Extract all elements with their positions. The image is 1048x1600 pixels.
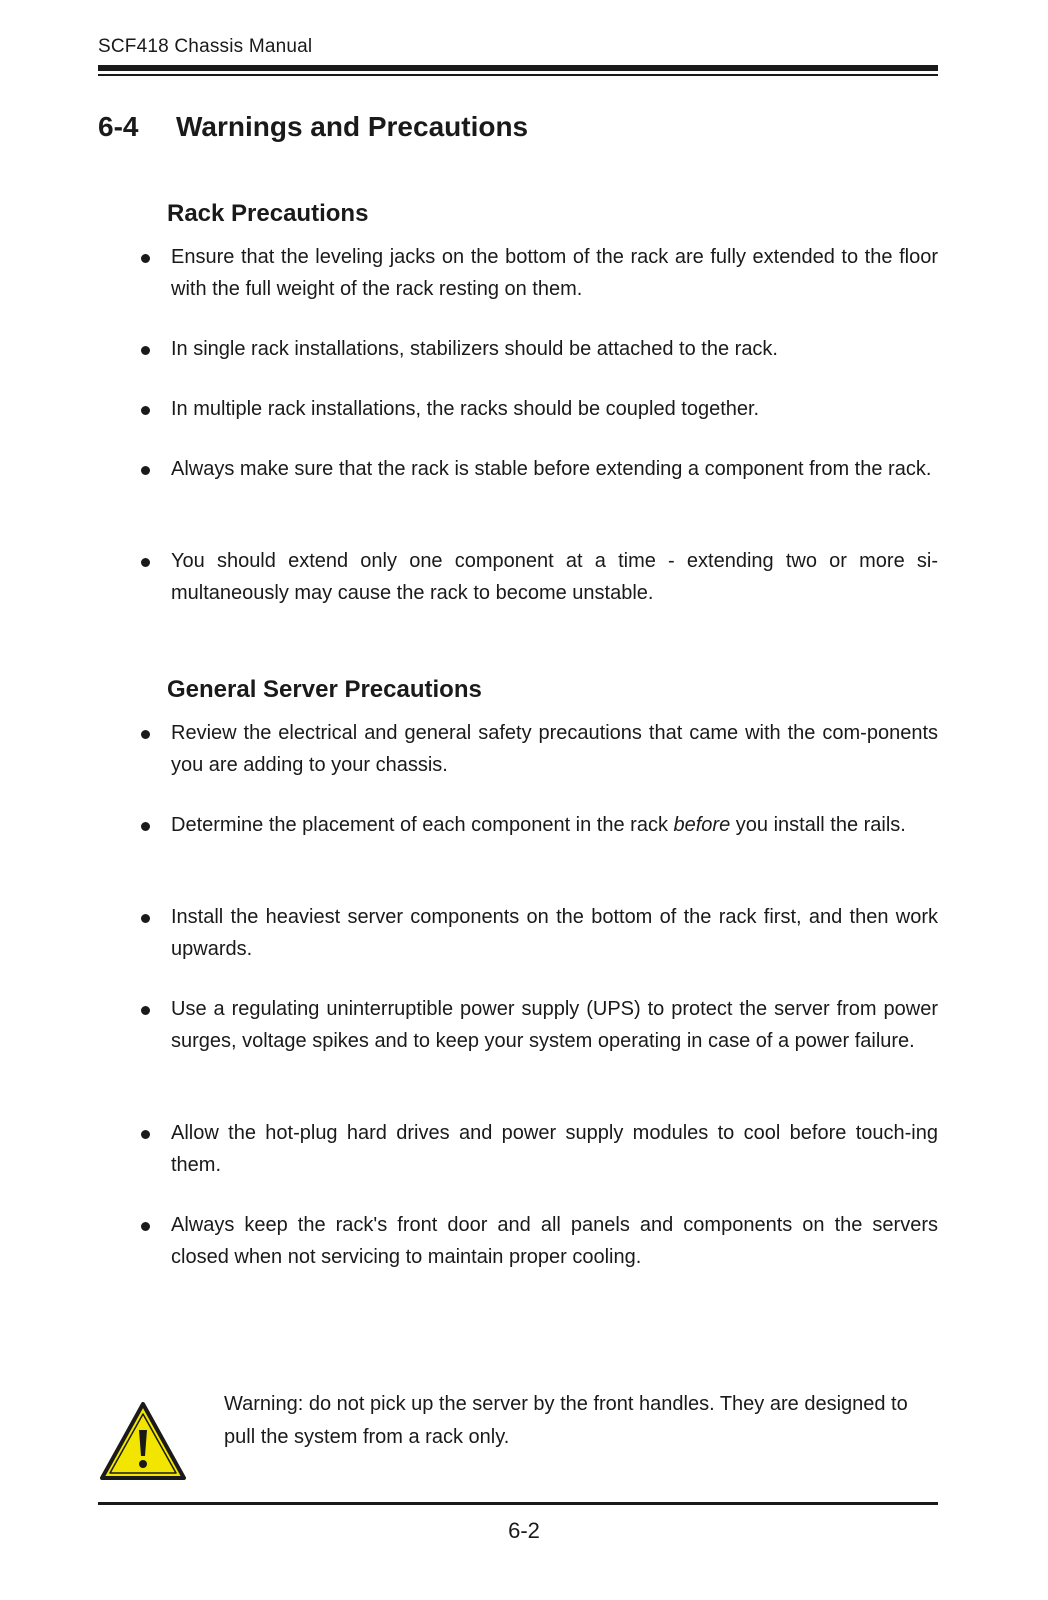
general-precautions-list	[0, 717, 938, 1273]
section-heading	[98, 111, 528, 143]
bullet-icon	[141, 466, 150, 475]
section-number: 6-4	[98, 111, 139, 142]
warning-text: Warning: do not pick up the server by the front handles. They are designed to pull the system from a rack only.	[224, 1393, 908, 1448]
manual-title: SCF418 Chassis Manual	[98, 36, 313, 57]
list-item	[0, 901, 938, 993]
list-item-text-after: you install the rails.	[730, 814, 906, 836]
header-divider-thin	[98, 74, 938, 76]
bullet-icon	[141, 730, 150, 739]
footer-divider	[98, 1502, 938, 1505]
list-item-text: In single rack installations, stabilizers should be attached to the rack.	[171, 338, 778, 360]
list-item	[0, 1117, 938, 1209]
bullet-icon	[141, 1222, 150, 1231]
list-item-text: Install the heaviest server components on the bottom of the rack first, and then work upwards.	[171, 906, 938, 960]
list-item-text	[171, 809, 938, 841]
list-item-text: Always make sure that the rack is stable before extending a component from the rack.	[171, 458, 932, 480]
list-item-text: Use a regulating uninterruptible power supply (UPS) to protect the server from power surges, voltage spikes and to keep your system operating in case of a power failure.	[171, 998, 938, 1052]
list-item	[0, 993, 938, 1117]
bullet-icon	[141, 254, 150, 263]
list-item-text: You should extend only one component at a time - extending two or more si-multaneously may cause the rack to become unstable.	[171, 550, 938, 604]
list-item-text-before: Determine the placement of each component in the rack	[171, 814, 674, 836]
general-precautions-heading: General Server Precautions	[167, 676, 482, 703]
bullet-icon	[141, 346, 150, 355]
list-item-text: In multiple rack installations, the racks should be coupled together.	[171, 398, 760, 420]
warning-callout	[98, 1388, 938, 1488]
header-divider-thick	[98, 65, 938, 71]
list-item	[0, 333, 938, 393]
list-item	[0, 1209, 938, 1273]
section-title: Warnings and Precautions	[176, 111, 529, 142]
list-item	[0, 545, 938, 609]
rack-precautions-heading: Rack Precautions	[167, 200, 369, 227]
list-item-text: Allow the hot-plug hard drives and power supply modules to cool before touch-ing them.	[171, 1122, 938, 1176]
bullet-icon	[141, 1006, 150, 1015]
list-item	[0, 453, 938, 545]
bullet-icon	[141, 822, 150, 831]
list-item-text: Review the electrical and general safety precautions that came with the com-ponents you are adding to your chassis.	[171, 722, 938, 776]
bullet-icon	[141, 914, 150, 923]
list-item-text: Always keep the rack's front door and all panels and components on the servers closed when not servicing to maintain proper cooling.	[171, 1214, 938, 1268]
page-number: 6-2	[508, 1518, 540, 1543]
bullet-icon	[141, 1130, 150, 1139]
list-item	[0, 393, 938, 453]
rack-precautions-list	[0, 241, 938, 609]
emphasis-text: before	[673, 814, 731, 836]
list-item	[0, 717, 938, 809]
list-item-text: Ensure that the leveling jacks on the bottom of the rack are fully extended to the floor with the full weight of the rack resting on them.	[171, 246, 938, 300]
warning-triangle-icon	[98, 1400, 188, 1482]
bullet-icon	[141, 406, 150, 415]
bullet-icon	[141, 558, 150, 567]
list-item	[0, 241, 938, 333]
list-item	[0, 809, 938, 901]
